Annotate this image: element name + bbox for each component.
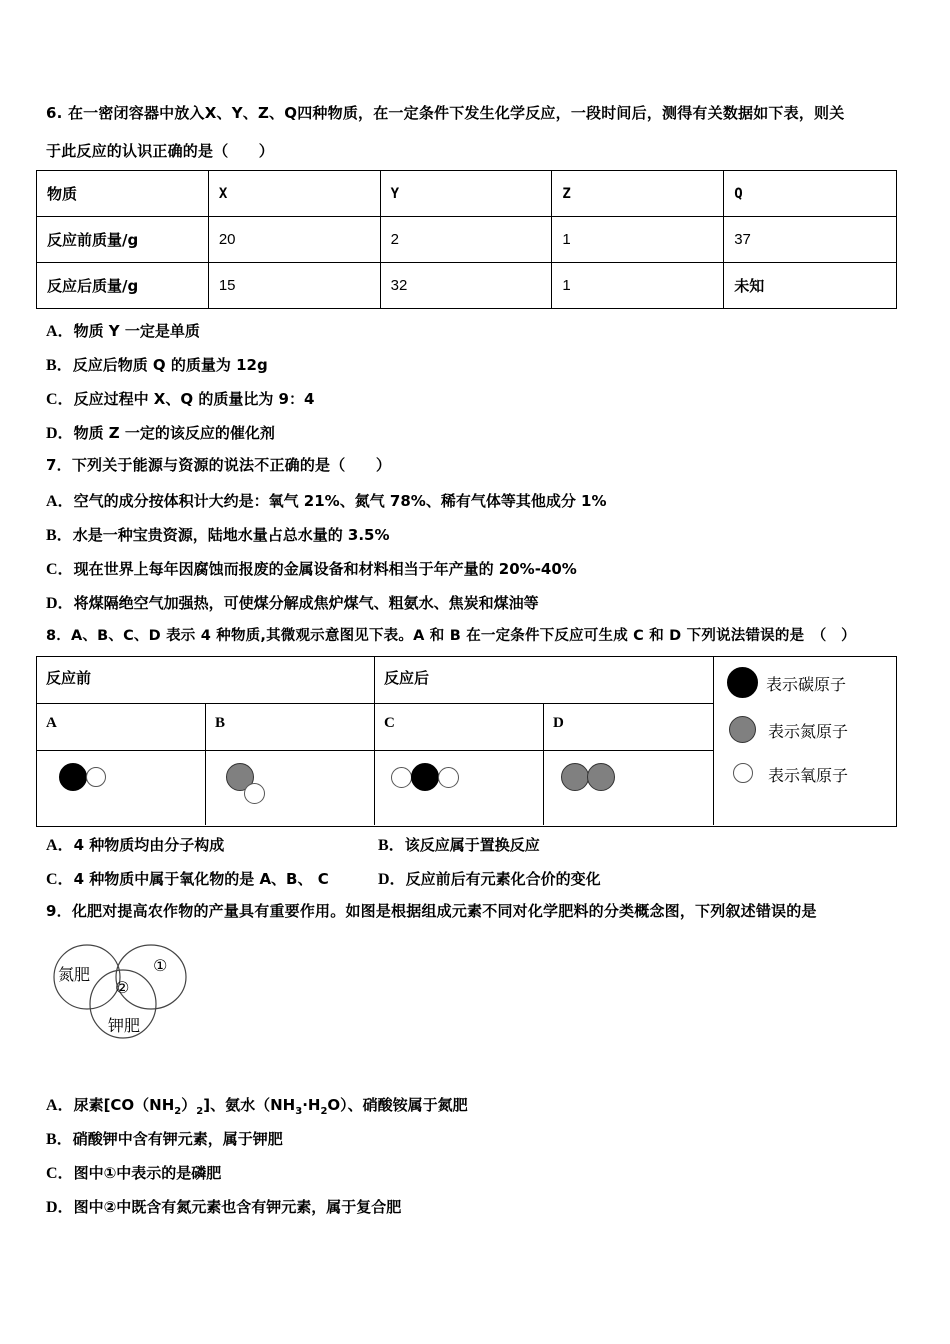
q6-stem-line1: 6. 在一密闭容器中放入X、Y、Z、Q四种物质，在一定条件下发生化学反应，一段时间后，测得有关数据如下表，则关 <box>46 104 845 122</box>
option-text: 反应后物质 Q 的质量为 12g <box>72 356 268 374</box>
option-text: 水是一种宝贵资源，陆地水量占总水量的 3.5% <box>72 526 390 544</box>
option-label: B． <box>46 527 73 544</box>
potassium-fertilizer-label: 钾肥 <box>108 1016 141 1035</box>
option-label: C． <box>46 561 74 578</box>
option-text: 该反应属于置换反应 <box>404 836 540 854</box>
q7-option-d <box>46 590 539 613</box>
option-text: 物质 Z 一定的该反应的催化剂 <box>73 424 275 442</box>
text-part: ·H <box>302 1096 321 1114</box>
subscript: 2 <box>174 1106 182 1117</box>
text-part: 尿素[CO（NH <box>73 1096 175 1114</box>
divider <box>37 750 713 751</box>
nitrogen-atom-icon <box>561 763 589 791</box>
option-text: 现在世界上每年因腐蚀而报废的金属设备和材料相当于年产量的 20%-40% <box>73 560 577 578</box>
table-row <box>37 217 897 263</box>
substance-d-label: D <box>553 715 564 731</box>
subscript: 3 <box>295 1106 303 1117</box>
q6-option-c <box>46 386 314 409</box>
table-header-cell: Q <box>724 171 897 217</box>
q6-option-d <box>46 420 275 443</box>
option-label: A． <box>46 837 74 854</box>
option-text: 反应过程中 X、Q 的质量比为 9：4 <box>73 390 315 408</box>
q9-option-a <box>46 1092 468 1117</box>
table-header-row <box>37 171 897 217</box>
text-part: ]、氨水（NH <box>203 1096 296 1114</box>
region-2-label: ② <box>115 978 130 997</box>
q9-option-d <box>46 1194 401 1217</box>
option-text: 空气的成分按体积计大约是：氧气 21%、氮气 78%、稀有气体等其他成分 1% <box>73 492 607 510</box>
option-label: D． <box>46 595 74 612</box>
option-label: A． <box>46 1097 74 1114</box>
q8-option-a <box>46 832 224 855</box>
option-text: 图中②中既含有氮元素也含有钾元素，属于复合肥 <box>73 1198 402 1216</box>
text-part: O）、硝酸铵属于氮肥 <box>327 1096 468 1114</box>
q6-data-table <box>36 170 897 309</box>
divider <box>543 703 544 825</box>
carbon-atom-icon <box>59 763 87 791</box>
subscript: 2 <box>196 1106 204 1117</box>
carbon-atom-icon <box>411 763 439 791</box>
option-label: B． <box>46 357 73 374</box>
oxygen-atom-icon <box>86 767 106 787</box>
q9-stem: 9．化肥对提高农作物的产量具有重要作用。如图是根据组成元素不同对化学肥料的分类概念图，下列叙述错误的是 <box>46 902 817 920</box>
nitrogen-legend-icon <box>729 716 756 743</box>
oxygen-atom-icon <box>438 767 459 788</box>
q8-molecule-table <box>36 656 897 827</box>
option-text: 反应前后有元素化合价的变化 <box>405 870 601 888</box>
option-label: A． <box>46 493 74 510</box>
region-1-label: ① <box>153 956 168 975</box>
table-header-cell: X <box>208 171 380 217</box>
divider <box>713 657 714 825</box>
table-cell: 37 <box>724 217 897 263</box>
substance-c-label: C <box>384 715 395 731</box>
carbon-legend-text: 表示碳原子 <box>766 675 847 694</box>
table-cell: 32 <box>380 263 552 309</box>
carbon-legend-icon <box>727 667 758 698</box>
option-text <box>73 1096 468 1117</box>
table-header-cell: 物质 <box>37 171 209 217</box>
option-label: D． <box>46 425 74 442</box>
option-label: C． <box>46 871 74 888</box>
row-label: 反应后质量/g <box>37 263 209 309</box>
option-text: 4 种物质均由分子构成 <box>73 836 225 854</box>
option-label: B． <box>46 1131 73 1148</box>
table-header-cell: Z <box>552 171 724 217</box>
q6-stem-line2: 于此反应的认识正确的是（ ） <box>46 142 275 160</box>
table-cell: 2 <box>380 217 552 263</box>
q7-option-a <box>46 488 607 511</box>
table-header-cell: Y <box>380 171 552 217</box>
oxygen-legend-icon <box>733 763 753 783</box>
q9-option-c <box>46 1160 221 1183</box>
table-cell: 未知 <box>724 263 897 309</box>
option-text: 硝酸钾中含有钾元素，属于钾肥 <box>72 1130 283 1148</box>
q7-option-b <box>46 522 390 545</box>
q8-option-d <box>378 866 601 889</box>
option-label: A． <box>46 323 74 340</box>
option-label: C． <box>46 391 74 408</box>
table-cell: 1 <box>552 263 724 309</box>
q6-option-a <box>46 318 200 341</box>
q9-option-b <box>46 1126 283 1149</box>
table-cell: 20 <box>208 217 380 263</box>
q8-option-b <box>378 832 540 855</box>
substance-b-label: B <box>215 715 226 731</box>
q8-stem: 8．A、B、C、D 表示 4 种物质,其微观示意图见下表。A 和 B 在一定条件下反应可生成 C 和 D 下列说法错误的是 （ ） <box>46 628 856 644</box>
fertilizer-venn-diagram <box>50 940 195 1042</box>
q6-option-b <box>46 352 268 375</box>
nitrogen-legend-text: 表示氮原子 <box>768 722 849 741</box>
substance-a-label: A <box>46 715 57 731</box>
option-text: 图中①中表示的是磷肥 <box>73 1164 222 1182</box>
option-label: D． <box>378 871 406 888</box>
oxygen-legend-text: 表示氧原子 <box>768 766 849 785</box>
table-cell: 15 <box>208 263 380 309</box>
divider <box>374 657 375 825</box>
text-part: ） <box>181 1096 197 1114</box>
option-text: 将煤隔绝空气加强热，可使煤分解成焦炉煤气、粗氨水、焦炭和煤油等 <box>73 594 539 612</box>
after-reaction-header: 反应后 <box>384 669 430 687</box>
nitrogen-atom-icon <box>587 763 615 791</box>
subscript: 2 <box>320 1106 328 1117</box>
table-cell: 1 <box>552 217 724 263</box>
divider <box>37 703 713 704</box>
option-label: C． <box>46 1165 74 1182</box>
q7-stem: 7．下列关于能源与资源的说法不正确的是（ ） <box>46 456 392 474</box>
table-row <box>37 263 897 309</box>
oxygen-atom-icon <box>244 783 265 804</box>
option-text: 物质 Y 一定是单质 <box>73 322 200 340</box>
option-text: 4 种物质中属于氧化物的是 A、B、 C <box>73 870 329 888</box>
oxygen-atom-icon <box>391 767 412 788</box>
q8-option-c <box>46 866 329 889</box>
before-reaction-header: 反应前 <box>46 669 92 687</box>
q7-option-c <box>46 556 577 579</box>
option-label: D． <box>46 1199 74 1216</box>
option-label: B． <box>378 837 405 854</box>
row-label: 反应前质量/g <box>37 217 209 263</box>
nitrogen-fertilizer-label: 氮肥 <box>58 965 91 984</box>
divider <box>205 703 206 825</box>
